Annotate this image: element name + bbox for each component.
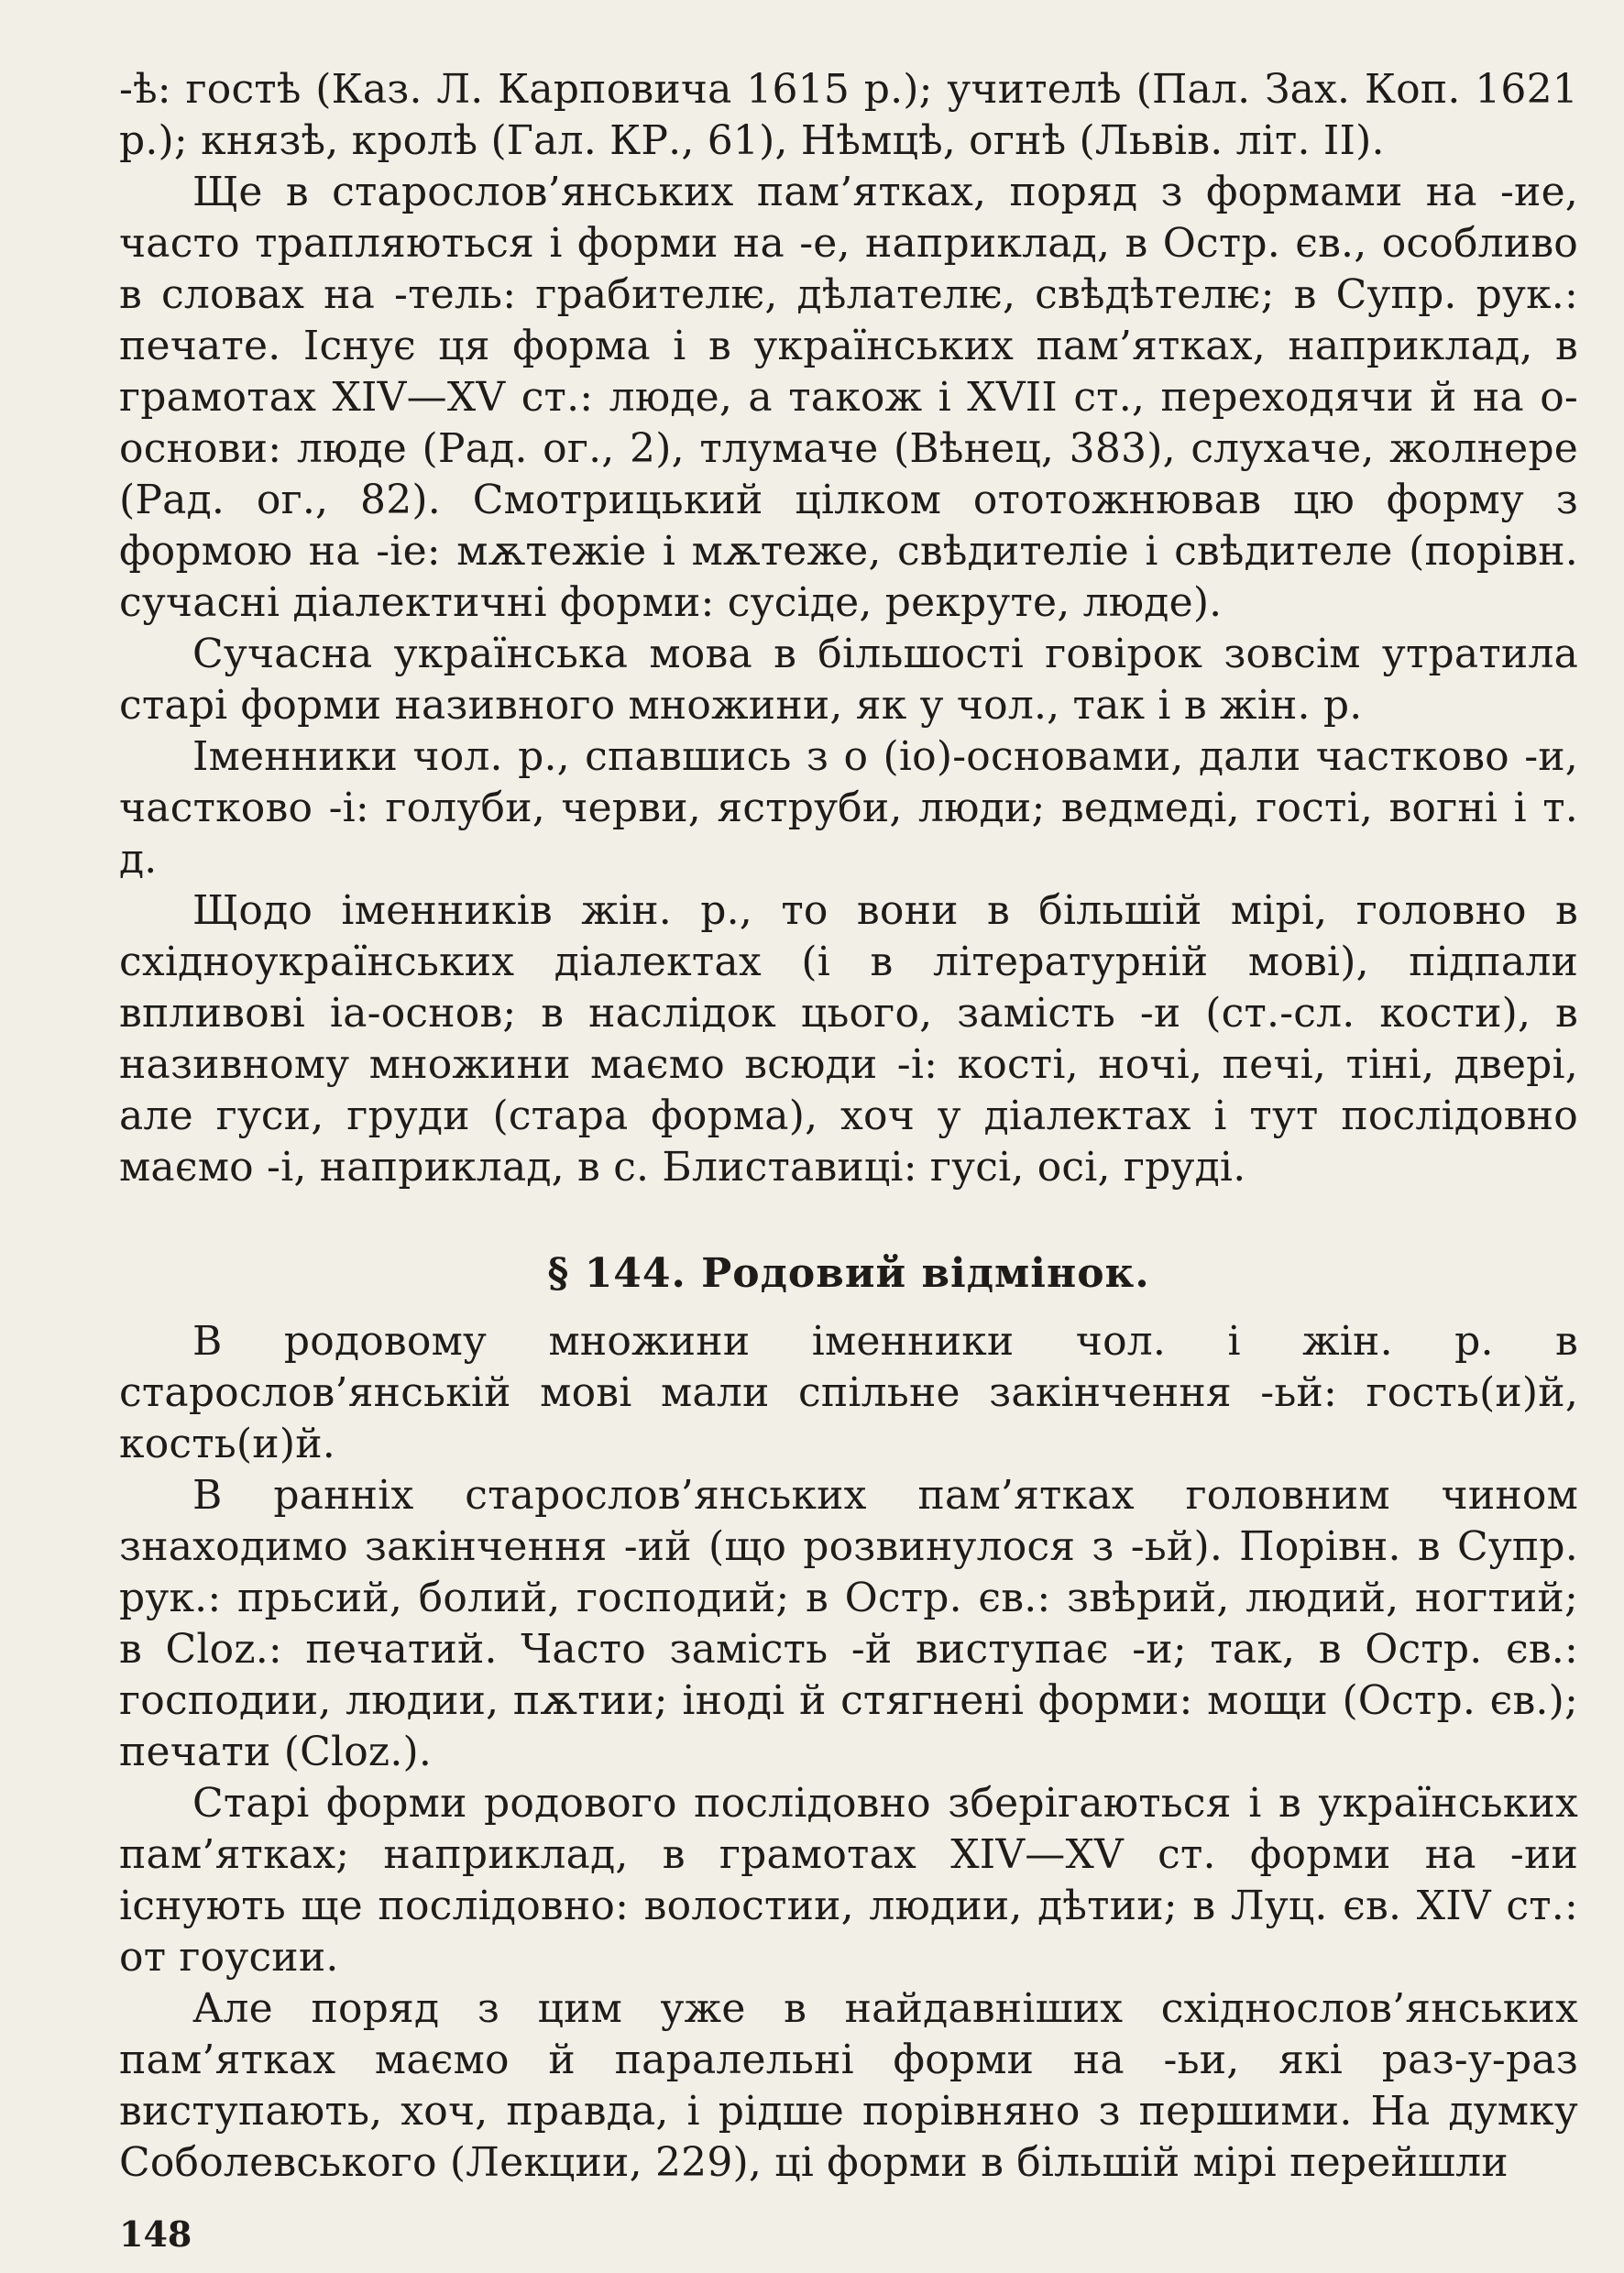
paragraph: Але поряд з цим уже в найдавніших східнослов’янських пам’ятках маємо й паралельні форми на -ьи, які раз-у-раз виступають, хоч, правда, і рідше порівняно з першими. На думку Соболевського (Лекции, 229), ці форми в більшій мірі перейшли xyxy=(119,1985,1578,2186)
paragraph: Сучасна українська мова в більшості говірок зовсім утратила старі форми називного множини, як у чол., так і в жін. р. xyxy=(119,631,1578,729)
paragraph: В родовому множини іменники чол. і жін. р. в старослов’янській мові мали спільне закінчення -ьй: гость(и)й, кость(и)й. xyxy=(119,1318,1578,1467)
paragraph: Ще в старослов’янських пам’ятках, поряд з формами на -ие, часто трапляються і форми на -е, наприклад, в Остр. єв., особливо в словах на -тель: грабителѥ, дѣлателѥ, свѣдѣтелѥ; в Супр. рук.: печате. Існує ця форма і в українських пам’ятках, наприклад, в грамотах XIV—XV ст.: люде, а також і XVII ст., переходячи й на о-основи: люде (Рад. ог., 2), тлумаче (Вѣнец, 383), слухаче, жолнере (Рад. ог., 82). Смотрицький цілком ототожнював цю форму з формою на -іе: мѫтежіе і мѫтеже, свѣдителіе і свѣдителе (порівн. сучасні діалектичні форми: сусіде, рекруте, люде). xyxy=(119,169,1578,626)
paragraph: Щодо іменників жін. р., то вони в більшій мірі, головно в східноукраїнських діалектах (і в літературній мові), підпали впливові іа-основ; в наслідок цього, замість -и (ст.-сл. кости), в називному множини маємо всюди -і: кості, ночі, печі, тіні, двері, але гуси, груди (стара форма), хоч у діалектах і тут послідовно маємо -і, наприклад, в с. Блиставиці: гусі, осі, груді. xyxy=(119,887,1578,1191)
page-number: 148 xyxy=(119,2213,192,2255)
paragraph: Іменники чол. р., спавшись з о (іо)-основами, дали частково -и, частково -і: голуби, черви, яструби, люди; ведмеді, гості, вогні і т. д. xyxy=(119,733,1578,883)
body-text xyxy=(119,64,1578,2189)
paragraph: Старі форми родового послідовно зберігаються і в українських пам’ятках; наприклад, в грамотах XIV—XV ст. форми на -ии існують ще послідовно: волостии, людии, дѣтии; в Луц. єв. XIV ст.: от гоусии. xyxy=(119,1780,1578,1981)
paragraph: В ранніх старослов’янських пам’ятках головним чином знаходимо закінчення -ий (що розвинулося з -ьй). Порівн. в Супр. рук.: прьсий, болий, господий; в Остр. єв.: звѣрий, людий, ногтий; в Cloz.: печатий. Часто замість -й виступає -и; так, в Остр. єв.: господии, людии, пѫтии; іноді й стягнені форми: мощи (Остр. єв.); печати (Cloz.). xyxy=(119,1472,1578,1775)
section-heading: § 144. Родовий відмінок. xyxy=(547,1250,1150,1297)
paragraph-continuation: -ѣ: гостѣ (Каз. Л. Карповича 1615 р.); учителѣ (Пал. Зах. Коп. 1621 р.); князѣ, кролѣ (Гал. КР., 61), Нѣмцѣ, огнѣ (Львів. літ. II). xyxy=(119,66,1578,164)
